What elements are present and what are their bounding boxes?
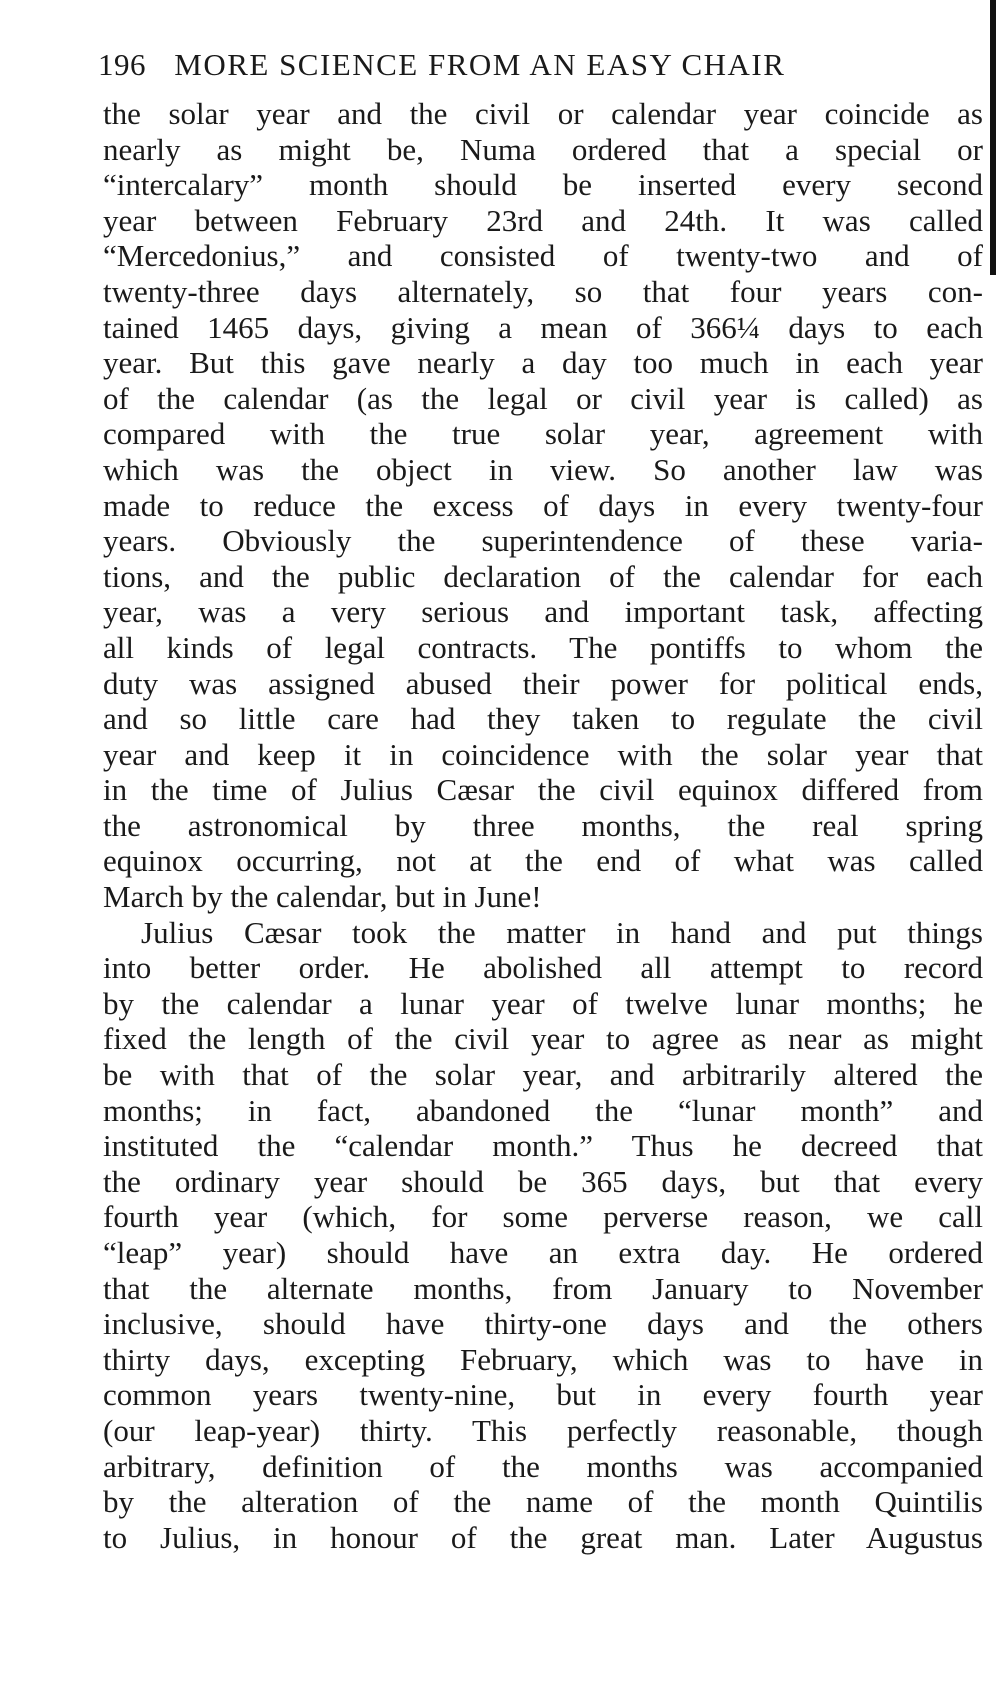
text-line: which was the object in view. So another law was: [103, 451, 983, 487]
text-line: fourth year (which, for some perverse reason, we call: [103, 1199, 983, 1235]
body-text: [103, 96, 983, 1555]
text-line: duty was assigned abused their power for political ends,: [103, 665, 983, 701]
text-line: all kinds of legal contracts. The pontiffs to whom the: [103, 629, 983, 665]
text-line: thirty days, excepting February, which was to have in: [103, 1341, 983, 1377]
text-line: by the calendar a lunar year of twelve lunar months; he: [103, 985, 983, 1021]
running-title: MORE SCIENCE FROM AN EASY CHAIR: [174, 47, 786, 82]
text-line: “intercalary” month should be inserted every second: [103, 167, 983, 203]
text-line: common years twenty-nine, but in every fourth year: [103, 1377, 983, 1413]
page-number: 196: [98, 47, 146, 82]
text-line: to Julius, in honour of the great man. Later Augustus: [103, 1519, 983, 1555]
text-line: tions, and the public declaration of the calendar for each: [103, 558, 983, 594]
text-line: “Mercedonius,” and consisted of twenty-two and of: [103, 238, 983, 274]
text-line: be with that of the solar year, and arbitrarily altered the: [103, 1057, 983, 1093]
text-line: the astronomical by three months, the real spring: [103, 807, 983, 843]
text-line: March by the calendar, but in June!: [103, 879, 542, 915]
text-line: into better order. He abolished all attempt to record: [103, 950, 983, 986]
text-line: fixed the length of the civil year to agree as near as might: [103, 1021, 983, 1057]
text-line: arbitrary, definition of the months was accompanied: [103, 1448, 983, 1484]
text-line: that the alternate months, from January to November: [103, 1270, 983, 1306]
text-line: made to reduce the excess of days in every twenty-four: [103, 487, 983, 523]
text-line: the solar year and the civil or calendar year coincide as: [103, 96, 983, 131]
text-line: year between February 23rd and 24th. It was called: [103, 202, 983, 238]
text-line: instituted the “calendar month.” Thus he decreed that: [103, 1128, 983, 1164]
text-line: “leap” year) should have an extra day. He ordered: [103, 1235, 983, 1270]
text-line: Julius Cæsar took the matter in hand and put things: [141, 914, 983, 950]
text-line: in the time of Julius Cæsar the civil equinox differed from: [103, 772, 983, 808]
text-line: year. But this gave nearly a day too much in each year: [103, 345, 983, 381]
text-line: by the alteration of the name of the month Quintilis: [103, 1484, 983, 1520]
text-line: and so little care had they taken to regulate the civil: [103, 701, 983, 737]
text-line: year, was a very serious and important task, affecting: [103, 594, 983, 630]
text-line: of the calendar (as the legal or civil year is called) as: [103, 380, 983, 416]
text-line: tained 1465 days, giving a mean of 366¼ days to each: [103, 309, 983, 345]
text-line: twenty-three days alternately, so that four years con-: [103, 273, 983, 309]
text-line: years. Obviously the superintendence of these varia-: [103, 523, 983, 559]
text-line: inclusive, should have thirty-one days and the others: [103, 1306, 983, 1342]
text-line: (our leap-year) thirty. This perfectly reasonable, though: [103, 1412, 983, 1448]
text-line: months; in fact, abandoned the “lunar month” and: [103, 1092, 983, 1128]
text-line: nearly as might be, Numa ordered that a special or: [103, 131, 983, 167]
text-line: year and keep it in coincidence with the solar year that: [103, 736, 983, 772]
text-line: the ordinary year should be 365 days, but that every: [103, 1163, 983, 1199]
text-line: equinox occurring, not at the end of what was called: [103, 843, 983, 879]
running-header: [98, 42, 993, 88]
text-line: compared with the true solar year, agreement with: [103, 416, 983, 452]
